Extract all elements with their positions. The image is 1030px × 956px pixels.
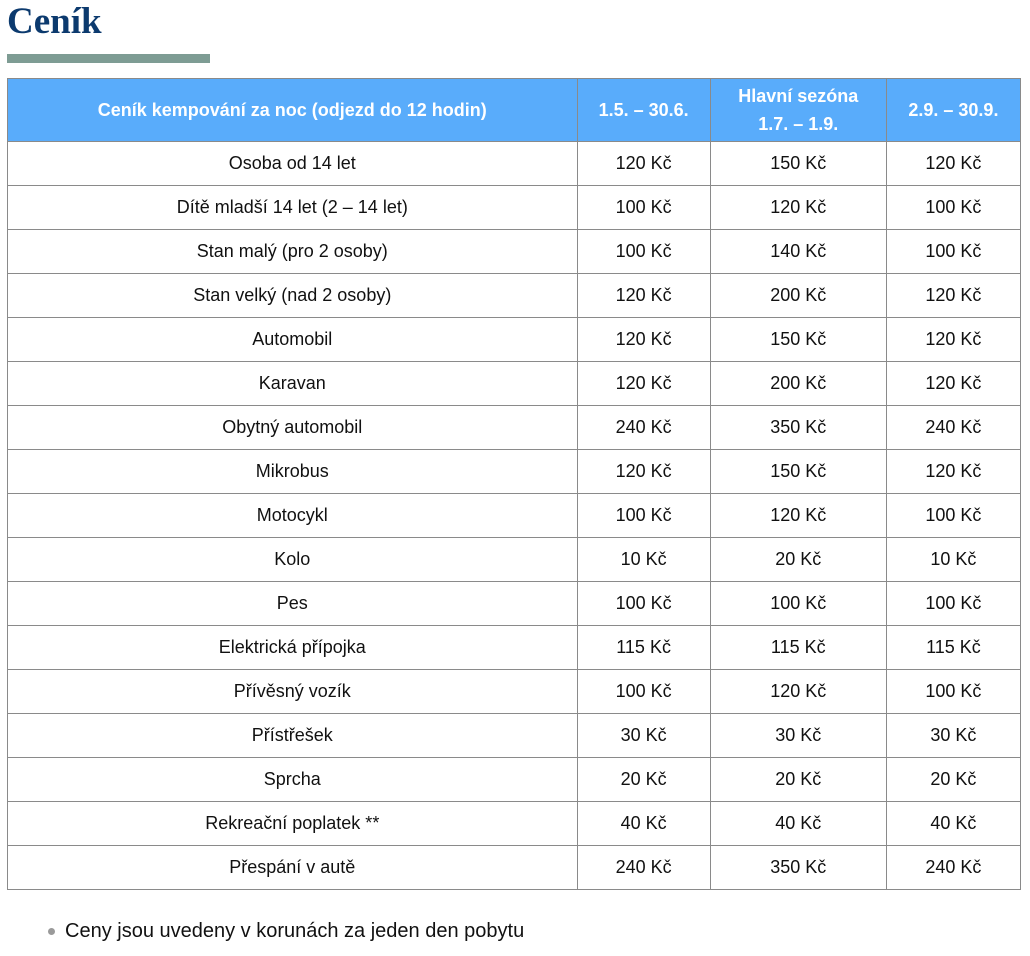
page-title: Ceník — [7, 1, 102, 42]
table-row — [8, 142, 1021, 186]
cell-price-period-1: 120 Kč — [577, 274, 710, 318]
cell-price-period-2: 20 Kč — [710, 538, 886, 582]
header-period-2 — [710, 79, 886, 142]
cell-item: Sprcha — [8, 758, 578, 802]
cell-item: Přespání v autě — [8, 846, 578, 890]
header-period-1: 1.5. – 30.6. — [577, 79, 710, 142]
header-row — [8, 79, 1021, 142]
cell-item: Karavan — [8, 362, 578, 406]
table-row — [8, 450, 1021, 494]
cell-price-period-3: 120 Kč — [886, 450, 1020, 494]
table-row — [8, 626, 1021, 670]
cell-item: Motocykl — [8, 494, 578, 538]
cell-item: Stan velký (nad 2 osoby) — [8, 274, 578, 318]
table-row — [8, 318, 1021, 362]
cell-price-period-1: 100 Kč — [577, 582, 710, 626]
cell-price-period-3: 100 Kč — [886, 230, 1020, 274]
cell-price-period-1: 100 Kč — [577, 494, 710, 538]
cell-price-period-2: 150 Kč — [710, 450, 886, 494]
table-row — [8, 362, 1021, 406]
cell-price-period-1: 30 Kč — [577, 714, 710, 758]
price-table — [7, 78, 1021, 890]
cell-price-period-2: 150 Kč — [710, 318, 886, 362]
cell-price-period-1: 120 Kč — [577, 450, 710, 494]
table-row — [8, 714, 1021, 758]
cell-price-period-3: 40 Kč — [886, 802, 1020, 846]
notes-list — [46, 912, 524, 950]
cell-item: Osoba od 14 let — [8, 142, 578, 186]
cell-price-period-2: 350 Kč — [710, 406, 886, 450]
cell-item: Pes — [8, 582, 578, 626]
cell-price-period-1: 240 Kč — [577, 406, 710, 450]
cell-item: Rekreační poplatek ** — [8, 802, 578, 846]
table-row — [8, 582, 1021, 626]
price-table-body — [8, 142, 1021, 890]
cell-price-period-3: 30 Kč — [886, 714, 1020, 758]
table-row — [8, 230, 1021, 274]
table-row — [8, 186, 1021, 230]
table-row — [8, 274, 1021, 318]
cell-price-period-2: 120 Kč — [710, 670, 886, 714]
cell-item: Elektrická přípojka — [8, 626, 578, 670]
cell-item: Obytný automobil — [8, 406, 578, 450]
header-period-3: 2.9. – 30.9. — [886, 79, 1020, 142]
cell-price-period-1: 120 Kč — [577, 318, 710, 362]
note-text: Ceny jsou uvedeny v korunách za jeden den pobytu — [65, 920, 525, 942]
cell-price-period-2: 200 Kč — [710, 274, 886, 318]
cell-price-period-1: 115 Kč — [577, 626, 710, 670]
cell-price-period-3: 100 Kč — [886, 582, 1020, 626]
cell-price-period-3: 100 Kč — [886, 186, 1020, 230]
cell-price-period-3: 100 Kč — [886, 670, 1020, 714]
cell-price-period-3: 120 Kč — [886, 142, 1020, 186]
cell-price-period-3: 100 Kč — [886, 494, 1020, 538]
price-table-header — [8, 79, 1021, 142]
cell-price-period-2: 140 Kč — [710, 230, 886, 274]
cell-item: Automobil — [8, 318, 578, 362]
cell-price-period-2: 120 Kč — [710, 494, 886, 538]
table-row — [8, 758, 1021, 802]
cell-price-period-1: 100 Kč — [577, 186, 710, 230]
cell-price-period-1: 100 Kč — [577, 230, 710, 274]
cell-price-period-3: 120 Kč — [886, 274, 1020, 318]
cell-item: Dítě mladší 14 let (2 – 14 let) — [8, 186, 578, 230]
cell-price-period-1: 40 Kč — [577, 802, 710, 846]
cell-price-period-2: 115 Kč — [710, 626, 886, 670]
cell-price-period-2: 20 Kč — [710, 758, 886, 802]
cell-price-period-3: 120 Kč — [886, 362, 1020, 406]
table-row — [8, 802, 1021, 846]
cell-price-period-1: 120 Kč — [577, 362, 710, 406]
table-row — [8, 538, 1021, 582]
cell-price-period-3: 120 Kč — [886, 318, 1020, 362]
header-period-2-dates: 1.7. – 1.9. — [758, 114, 839, 134]
cell-price-period-1: 100 Kč — [577, 670, 710, 714]
cell-item: Stan malý (pro 2 osoby) — [8, 230, 578, 274]
cell-price-period-2: 30 Kč — [710, 714, 886, 758]
header-period-2-name: Hlavní sezóna — [738, 86, 859, 106]
cell-price-period-2: 120 Kč — [710, 186, 886, 230]
cell-price-period-2: 350 Kč — [710, 846, 886, 890]
cell-item: Přístřešek — [8, 714, 578, 758]
title-underline — [7, 54, 210, 63]
cell-price-period-3: 240 Kč — [886, 406, 1020, 450]
bullet-icon — [48, 928, 55, 935]
cell-price-period-3: 10 Kč — [886, 538, 1020, 582]
cell-price-period-2: 200 Kč — [710, 362, 886, 406]
cell-item: Kolo — [8, 538, 578, 582]
cell-price-period-2: 100 Kč — [710, 582, 886, 626]
cell-price-period-1: 20 Kč — [577, 758, 710, 802]
cell-price-period-3: 115 Kč — [886, 626, 1020, 670]
table-row — [8, 406, 1021, 450]
cell-price-period-1: 10 Kč — [577, 538, 710, 582]
cell-item: Mikrobus — [8, 450, 578, 494]
cell-price-period-3: 240 Kč — [886, 846, 1020, 890]
table-row — [8, 670, 1021, 714]
cell-price-period-3: 20 Kč — [886, 758, 1020, 802]
header-item: Ceník kempování za noc (odjezd do 12 hodin) — [8, 79, 578, 142]
table-row — [8, 846, 1021, 890]
cell-price-period-1: 120 Kč — [577, 142, 710, 186]
cell-price-period-2: 150 Kč — [710, 142, 886, 186]
cell-price-period-1: 240 Kč — [577, 846, 710, 890]
cell-item: Přívěsný vozík — [8, 670, 578, 714]
table-row — [8, 494, 1021, 538]
cell-price-period-2: 40 Kč — [710, 802, 886, 846]
list-item — [46, 912, 524, 950]
